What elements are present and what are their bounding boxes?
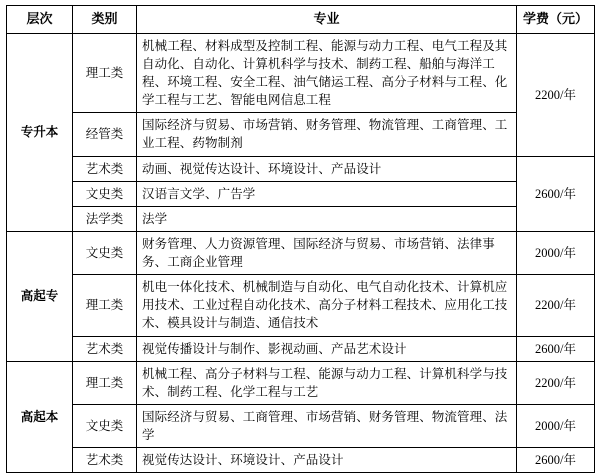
cell-category: 文史类	[73, 404, 137, 447]
table-row	[7, 156, 595, 181]
cell-category: 文史类	[73, 231, 137, 274]
table-header-row	[7, 6, 595, 34]
cell-level: 高起专	[7, 231, 73, 361]
cell-category: 艺术类	[73, 336, 137, 361]
cell-category: 经管类	[73, 113, 137, 156]
table-row	[7, 231, 595, 274]
cell-major: 国际经济与贸易、工商管理、市场营销、财务管理、物流管理、法学	[137, 404, 517, 447]
cell-major: 机械工程、材料成型及控制工程、能源与动力工程、电气工程及其自动化、自动化、计算机科学与技术、制药工程、船舶与海洋工程、环境工程、安全工程、油气储运工程、高分子材料与工程、化学工程与工艺、智能电网信息工程	[137, 33, 517, 113]
table-row	[7, 113, 595, 156]
column-header-fee: 学费（元）	[517, 6, 595, 34]
table-body	[7, 33, 595, 473]
cell-fee: 2200/年	[517, 33, 595, 156]
table-row	[7, 33, 595, 113]
column-header-major: 专业	[137, 6, 517, 34]
cell-major: 视觉传播设计与制作、影视动画、产品艺术设计	[137, 336, 517, 361]
cell-major: 机电一体化技术、机械制造与自动化、电气自动化技术、计算机应用技术、工业过程自动化技术、高分子材料工程技术、应用化工技术、模具设计与制造、通信技术	[137, 275, 517, 336]
cell-major: 动画、视觉传达设计、环境设计、产品设计	[137, 156, 517, 181]
cell-fee: 2000/年	[517, 404, 595, 447]
table-header	[7, 6, 595, 34]
cell-category: 法学类	[73, 206, 137, 231]
table-row	[7, 336, 595, 361]
cell-fee: 2200/年	[517, 361, 595, 404]
cell-category: 理工类	[73, 361, 137, 404]
cell-category: 理工类	[73, 33, 137, 113]
cell-major: 视觉传达设计、环境设计、产品设计	[137, 448, 517, 473]
cell-category: 文史类	[73, 181, 137, 206]
table-row	[7, 275, 595, 336]
cell-major: 国际经济与贸易、市场营销、财务管理、物流管理、工商管理、工业工程、药物制剂	[137, 113, 517, 156]
cell-level: 专升本	[7, 33, 73, 231]
cell-major: 财务管理、人力资源管理、国际经济与贸易、市场营销、法律事务、工商企业管理	[137, 231, 517, 274]
cell-fee: 2600/年	[517, 156, 595, 231]
cell-fee: 2600/年	[517, 336, 595, 361]
tuition-table	[6, 5, 595, 473]
table-row	[7, 361, 595, 404]
column-header-category: 类别	[73, 6, 137, 34]
cell-category: 艺术类	[73, 156, 137, 181]
column-header-level: 层次	[7, 6, 73, 34]
cell-category: 理工类	[73, 275, 137, 336]
cell-fee: 2000/年	[517, 231, 595, 274]
table-row	[7, 404, 595, 447]
cell-fee: 2600/年	[517, 448, 595, 473]
table-row	[7, 206, 595, 231]
cell-major: 机械工程、高分子材料与工程、能源与动力工程、计算机科学与技术、制药工程、化学工程与工艺	[137, 361, 517, 404]
cell-major: 法学	[137, 206, 517, 231]
cell-category: 艺术类	[73, 448, 137, 473]
table-row	[7, 181, 595, 206]
cell-level: 高起本	[7, 361, 73, 473]
cell-fee: 2200/年	[517, 275, 595, 336]
cell-major: 汉语言文学、广告学	[137, 181, 517, 206]
table-row	[7, 448, 595, 473]
